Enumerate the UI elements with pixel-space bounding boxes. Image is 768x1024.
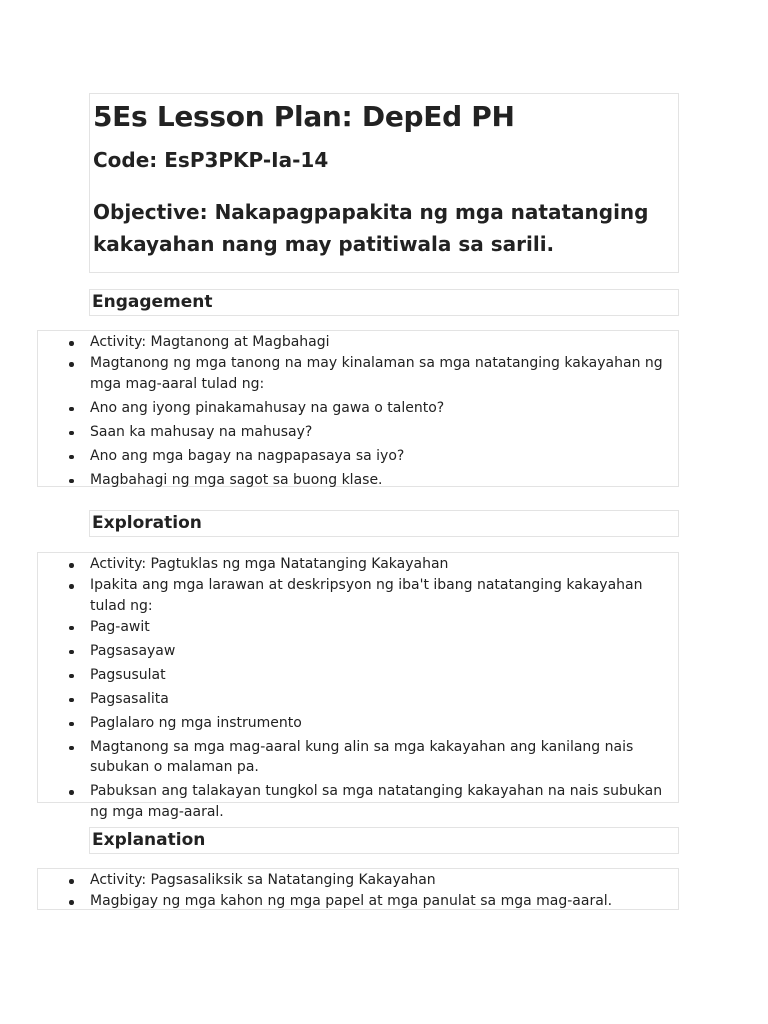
bullet-icon: [69, 650, 74, 655]
bullet-icon: [69, 674, 74, 679]
list-item: Pag-awit: [38, 617, 678, 638]
list-item: Activity: Pagtuklas ng mga Natatanging Kakayahan: [38, 554, 678, 575]
lesson-header: [89, 93, 679, 273]
list-item: Magtanong sa mga mag-aaral kung alin sa mga kakayahan ang kanilang nais subukan o malaman pa.: [38, 737, 678, 778]
section-heading-engagement: Engagement: [89, 289, 679, 316]
section-heading-exploration: Exploration: [89, 510, 679, 537]
list-item: Ipakita ang mga larawan at deskripsyon ng iba't ibang natatanging kakayahan tulad ng:: [38, 575, 678, 616]
bullet-icon: [69, 879, 74, 884]
lesson-objective: Objective: Nakapagpapakita ng mga natatanging kakayahan nang may patitiwala sa sarili.: [93, 200, 649, 256]
list-item: Magbigay ng mga kahon ng mga papel at mga panulat sa mga mag-aaral.: [38, 891, 678, 912]
page-title: 5Es Lesson Plan: DepEd PH: [93, 100, 515, 133]
list-item: Paglalaro ng mga instrumento: [38, 713, 678, 734]
bullet-icon: [69, 722, 74, 727]
bullet-icon: [69, 362, 74, 367]
list-item: Ano ang iyong pinakamahusay na gawa o talento?: [38, 398, 678, 419]
list-item: Ano ang mga bagay na nagpapasaya sa iyo?: [38, 446, 678, 467]
lesson-code: Code: EsP3PKP-Ia-14: [93, 148, 329, 172]
bullet-icon: [69, 455, 74, 460]
bullet-icon: [69, 407, 74, 412]
bullet-icon: [69, 698, 74, 703]
list-item: Pagsasalita: [38, 689, 678, 710]
list-item: Pagsusulat: [38, 665, 678, 686]
list-item: Activity: Pagsasaliksik sa Natatanging Kakayahan: [38, 870, 678, 891]
explanation-list: [37, 868, 679, 910]
bullet-icon: [69, 479, 74, 484]
section-heading-explanation: Explanation: [89, 827, 679, 854]
bullet-icon: [69, 746, 74, 751]
exploration-list: [37, 552, 679, 820]
engagement-list: [37, 330, 679, 487]
bullet-icon: [69, 563, 74, 568]
list-item: Activity: Magtanong at Magbahagi: [38, 332, 678, 353]
list-item: Pabuksan ang talakayan tungkol sa mga natatanging kakayahan na nais subukan ng mga mag-aaral.: [38, 781, 678, 822]
bullet-icon: [69, 626, 74, 631]
list-item: Pagsasayaw: [38, 641, 678, 662]
bullet-icon: [69, 431, 74, 436]
list-item: Saan ka mahusay na mahusay?: [38, 422, 678, 443]
list-item: Magtanong ng mga tanong na may kinalaman sa mga natatanging kakayahan ng mga mag-aaral tulad ng:: [38, 353, 678, 394]
bullet-icon: [69, 341, 74, 346]
list-item: Magbahagi ng mga sagot sa buong klase.: [38, 470, 678, 491]
bullet-icon: [69, 790, 74, 795]
bullet-icon: [69, 900, 74, 905]
bullet-icon: [69, 584, 74, 589]
